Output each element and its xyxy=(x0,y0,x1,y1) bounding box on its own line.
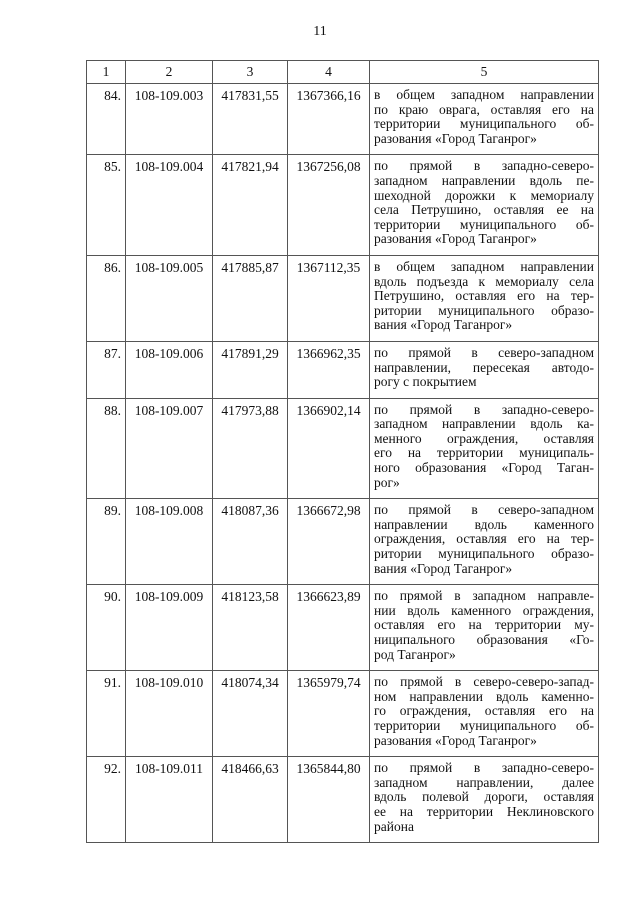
table-row xyxy=(87,341,599,398)
description-line: разования «Город Таганрог» xyxy=(374,732,537,748)
x-coordinate-cell: 418466,63 xyxy=(213,757,288,843)
description-line: территории муниципального об- xyxy=(374,216,594,232)
table-row xyxy=(87,757,599,843)
description-line: по прямой в северо-северо-запад- xyxy=(374,674,594,690)
description-line: ритории муниципального образо- xyxy=(374,546,594,562)
header-cell: 1 xyxy=(87,61,126,84)
row-number-cell: 85. xyxy=(87,155,126,256)
header-cell: 2 xyxy=(126,61,213,84)
description-line: направлении, пересекая автодо- xyxy=(374,359,594,375)
table-body xyxy=(87,84,599,843)
description-line: западном направлении вдоль пе- xyxy=(374,172,594,188)
point-code-cell: 108-109.011 xyxy=(126,757,213,843)
boundary-description-cell xyxy=(370,499,599,585)
description-line: западном направлении, далее xyxy=(374,774,594,790)
page-number: 11 xyxy=(313,24,327,39)
description-line: территории муниципального об- xyxy=(374,116,594,132)
description-line: ного образования «Город Таган- xyxy=(374,460,594,476)
x-coordinate-cell: 417831,55 xyxy=(213,84,288,155)
x-coordinate-cell: 417821,94 xyxy=(213,155,288,256)
header-cell: 3 xyxy=(213,61,288,84)
x-coordinate-cell: 417891,29 xyxy=(213,341,288,398)
y-coordinate-cell: 1366623,89 xyxy=(288,585,370,671)
description-line: род Таганрог» xyxy=(374,646,456,662)
description-line: разования «Город Таганрог» xyxy=(374,231,537,247)
description-line: по прямой в северо-западном xyxy=(374,502,594,518)
boundary-description-cell xyxy=(370,671,599,757)
description-line: вания «Город Таганрог» xyxy=(374,317,513,333)
description-line: нии вдоль каменного ограждения, xyxy=(374,602,594,618)
point-code-cell: 108-109.009 xyxy=(126,585,213,671)
row-number-cell: 84. xyxy=(87,84,126,155)
point-code-cell: 108-109.007 xyxy=(126,398,213,499)
x-coordinate-cell: 417973,88 xyxy=(213,398,288,499)
description-line: его на территории муниципаль- xyxy=(374,445,594,461)
description-line: рогу с покрытием xyxy=(374,374,477,390)
row-number-cell: 86. xyxy=(87,255,126,341)
description-line: западном направлении вдоль ка- xyxy=(374,416,594,432)
description-line: района xyxy=(374,818,414,834)
description-line: по прямой в западно-северо- xyxy=(374,401,594,417)
description-line: по прямой в западно-северо- xyxy=(374,158,594,174)
description-line: в общем западном направлении xyxy=(374,87,594,102)
y-coordinate-cell: 1365979,74 xyxy=(288,671,370,757)
description-line: ниципального образования «Го- xyxy=(374,632,594,647)
description-line: ритории муниципального образо- xyxy=(374,302,594,318)
y-coordinate-cell: 1366902,14 xyxy=(288,398,370,499)
description-line: по прямой в северо-западном xyxy=(374,344,594,360)
row-number-cell: 91. xyxy=(87,671,126,757)
point-code-cell: 108-109.003 xyxy=(126,84,213,155)
boundary-description-cell xyxy=(370,84,599,155)
header-cell: 5 xyxy=(370,61,599,84)
table-row xyxy=(87,398,599,499)
description-line: вания «Город Таганрог» xyxy=(374,560,513,576)
y-coordinate-cell: 1365844,80 xyxy=(288,757,370,843)
header-cell: 4 xyxy=(288,61,370,84)
description-line: менного ограждения, оставляя xyxy=(374,430,594,446)
x-coordinate-cell: 418074,34 xyxy=(213,671,288,757)
y-coordinate-cell: 1367366,16 xyxy=(288,84,370,155)
table-row xyxy=(87,671,599,757)
y-coordinate-cell: 1367112,35 xyxy=(288,255,370,341)
point-code-cell: 108-109.006 xyxy=(126,341,213,398)
description-line: рог» xyxy=(374,474,400,490)
description-line: вдоль полевой дороги, оставляя xyxy=(374,789,594,805)
table-header-row xyxy=(87,61,599,84)
boundary-description-cell xyxy=(370,341,599,398)
x-coordinate-cell: 417885,87 xyxy=(213,255,288,341)
description-line: в общем западном направлении xyxy=(374,258,594,274)
row-number-cell: 90. xyxy=(87,585,126,671)
description-line: Петрушино, оставляя его на тер- xyxy=(374,288,594,304)
description-line: вдоль подъезда к мемориалу села xyxy=(374,273,594,289)
row-number-cell: 89. xyxy=(87,499,126,585)
point-code-cell: 108-109.005 xyxy=(126,255,213,341)
point-code-cell: 108-109.004 xyxy=(126,155,213,256)
x-coordinate-cell: 418123,58 xyxy=(213,585,288,671)
y-coordinate-cell: 1367256,08 xyxy=(288,155,370,256)
description-line: ее на территории Неклиновского xyxy=(374,803,594,819)
boundary-description-cell xyxy=(370,255,599,341)
boundary-description-cell xyxy=(370,155,599,256)
description-line: шеходной дорожки к мемориалу xyxy=(374,187,594,203)
point-code-cell: 108-109.008 xyxy=(126,499,213,585)
table-row xyxy=(87,84,599,155)
description-line: по прямой в западно-северо- xyxy=(374,760,594,776)
description-line: ограждения, оставляя его на тер- xyxy=(374,531,594,547)
y-coordinate-cell: 1366672,98 xyxy=(288,499,370,585)
description-line: го ограждения, оставляя его на xyxy=(374,703,594,719)
table-row xyxy=(87,155,599,256)
description-line: по прямой в западном направле- xyxy=(374,588,594,604)
description-line: ном направлении вдоль каменно- xyxy=(374,688,594,704)
row-number-cell: 88. xyxy=(87,398,126,499)
description-line: оставляя его на территории му- xyxy=(374,617,594,633)
table-row xyxy=(87,499,599,585)
description-line: села Петрушино, оставляя ее на xyxy=(374,202,594,218)
description-line: по краю оврага, оставляя его на xyxy=(374,101,594,117)
boundary-description-cell xyxy=(370,585,599,671)
description-line: направлении вдоль каменного xyxy=(374,516,594,532)
description-line: разования «Город Таганрог» xyxy=(374,130,537,146)
table-row xyxy=(87,585,599,671)
row-number-cell: 87. xyxy=(87,341,126,398)
boundary-table xyxy=(86,60,599,843)
description-line: территории муниципального об- xyxy=(374,717,594,733)
point-code-cell: 108-109.010 xyxy=(126,671,213,757)
y-coordinate-cell: 1366962,35 xyxy=(288,341,370,398)
boundary-description-cell xyxy=(370,757,599,843)
table-row xyxy=(87,255,599,341)
boundary-description-cell xyxy=(370,398,599,499)
row-number-cell: 92. xyxy=(87,757,126,843)
x-coordinate-cell: 418087,36 xyxy=(213,499,288,585)
